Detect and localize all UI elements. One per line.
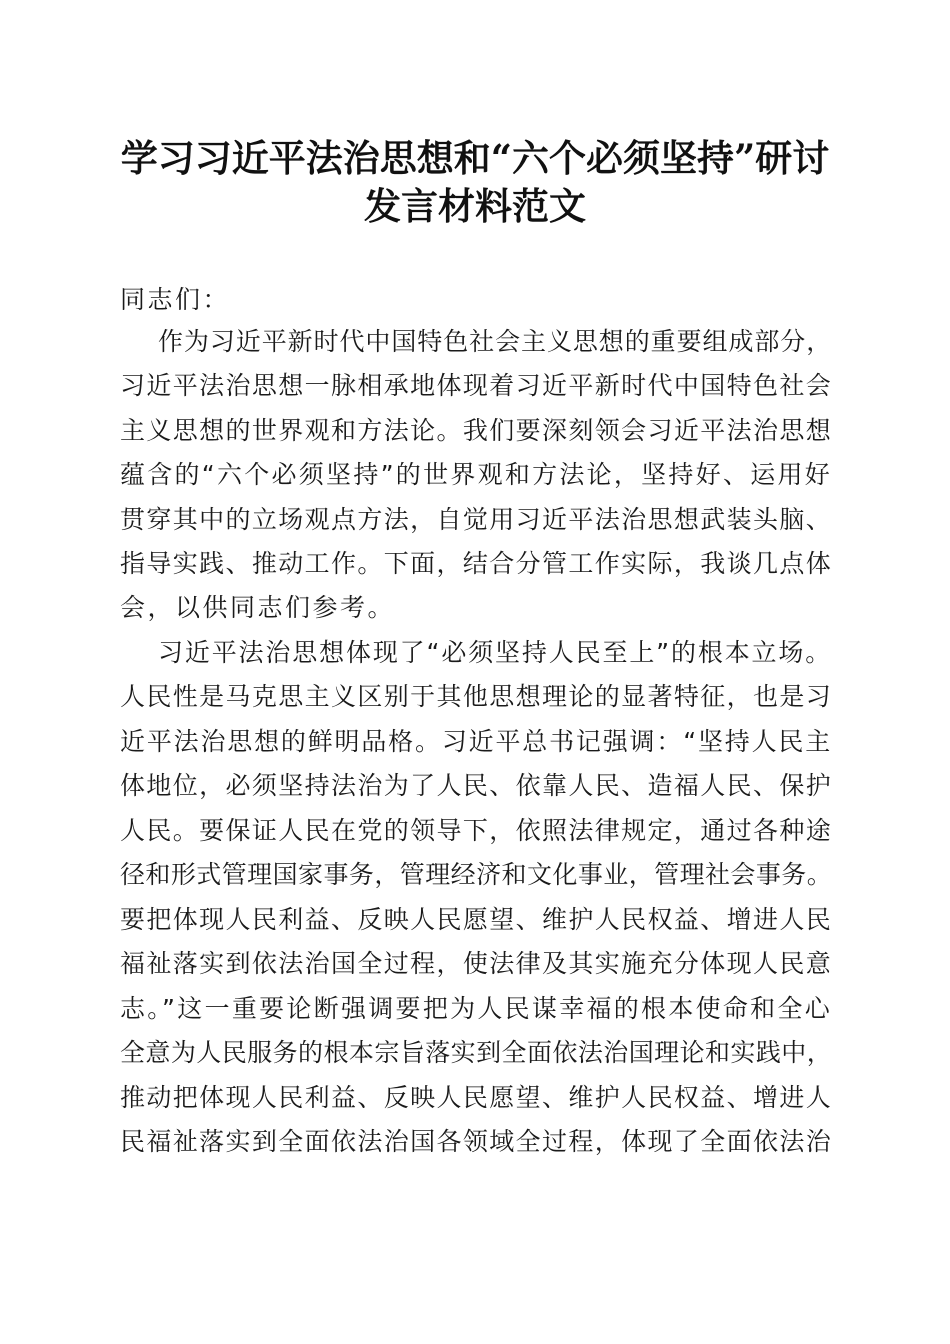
paragraph-2-line: 推动把体现人民利益、反映人民愿望、维护人民权益、增进人 bbox=[120, 1083, 832, 1112]
paragraph-2-line: 习近平法治思想体现了“必须坚持人民至上”的根本立场。 bbox=[158, 638, 832, 667]
paragraph-2-line: 体地位，必须坚持法治为了人民、依靠人民、造福人民、保护 bbox=[120, 771, 832, 800]
paragraph-1-line: 贯穿其中的立场观点方法，自觉用习近平法治思想武装头脑、 bbox=[120, 505, 832, 534]
paragraph-2-line: 志。”这一重要论断强调要把为人民谋幸福的根本使命和全心 bbox=[120, 994, 832, 1023]
paragraph-2-line: 要把体现人民利益、反映人民愿望、维护人民权益、增进人民 bbox=[120, 905, 832, 934]
paragraph-1-line: 指导实践、推动工作。下面，结合分管工作实际，我谈几点体 bbox=[120, 549, 832, 578]
paragraph-1-line: 习近平法治思想一脉相承地体现着习近平新时代中国特色社会 bbox=[120, 371, 832, 400]
paragraph-1-line: 会，以供同志们参考。 bbox=[120, 593, 396, 622]
paragraph-2-line: 人民性是马克思主义区别于其他思想理论的显著特征，也是习 bbox=[120, 682, 832, 711]
document-title-line-1: 学习习近平法治思想和“六个必须坚持”研讨 bbox=[120, 136, 830, 180]
paragraph-1-line: 作为习近平新时代中国特色社会主义思想的重要组成部分， bbox=[158, 327, 832, 356]
paragraph-2-line: 全意为人民服务的根本宗旨落实到全面依法治国理论和实践中， bbox=[120, 1038, 832, 1067]
paragraph-2-line: 径和形式管理国家事务，管理经济和文化事业，管理社会事务。 bbox=[120, 860, 832, 889]
greeting: 同志们： bbox=[120, 285, 231, 314]
paragraph-1-line: 蕴含的“六个必须坚持”的世界观和方法论，坚持好、运用好 bbox=[120, 460, 832, 489]
paragraph-2-line: 福祉落实到依法治国全过程，使法律及其实施充分体现人民意 bbox=[120, 949, 832, 978]
paragraph-2-line: 近平法治思想的鲜明品格。习近平总书记强调：“坚持人民主 bbox=[120, 727, 832, 756]
paragraph-2-line: 民福祉落实到全面依法治国各领域全过程，体现了全面依法治 bbox=[120, 1127, 832, 1156]
paragraph-1-line: 主义思想的世界观和方法论。我们要深刻领会习近平法治思想 bbox=[120, 416, 832, 445]
document-title-line-2: 发言材料范文 bbox=[364, 184, 586, 228]
paragraph-2-line: 人民。要保证人民在党的领导下，依照法律规定，通过各种途 bbox=[120, 816, 832, 845]
